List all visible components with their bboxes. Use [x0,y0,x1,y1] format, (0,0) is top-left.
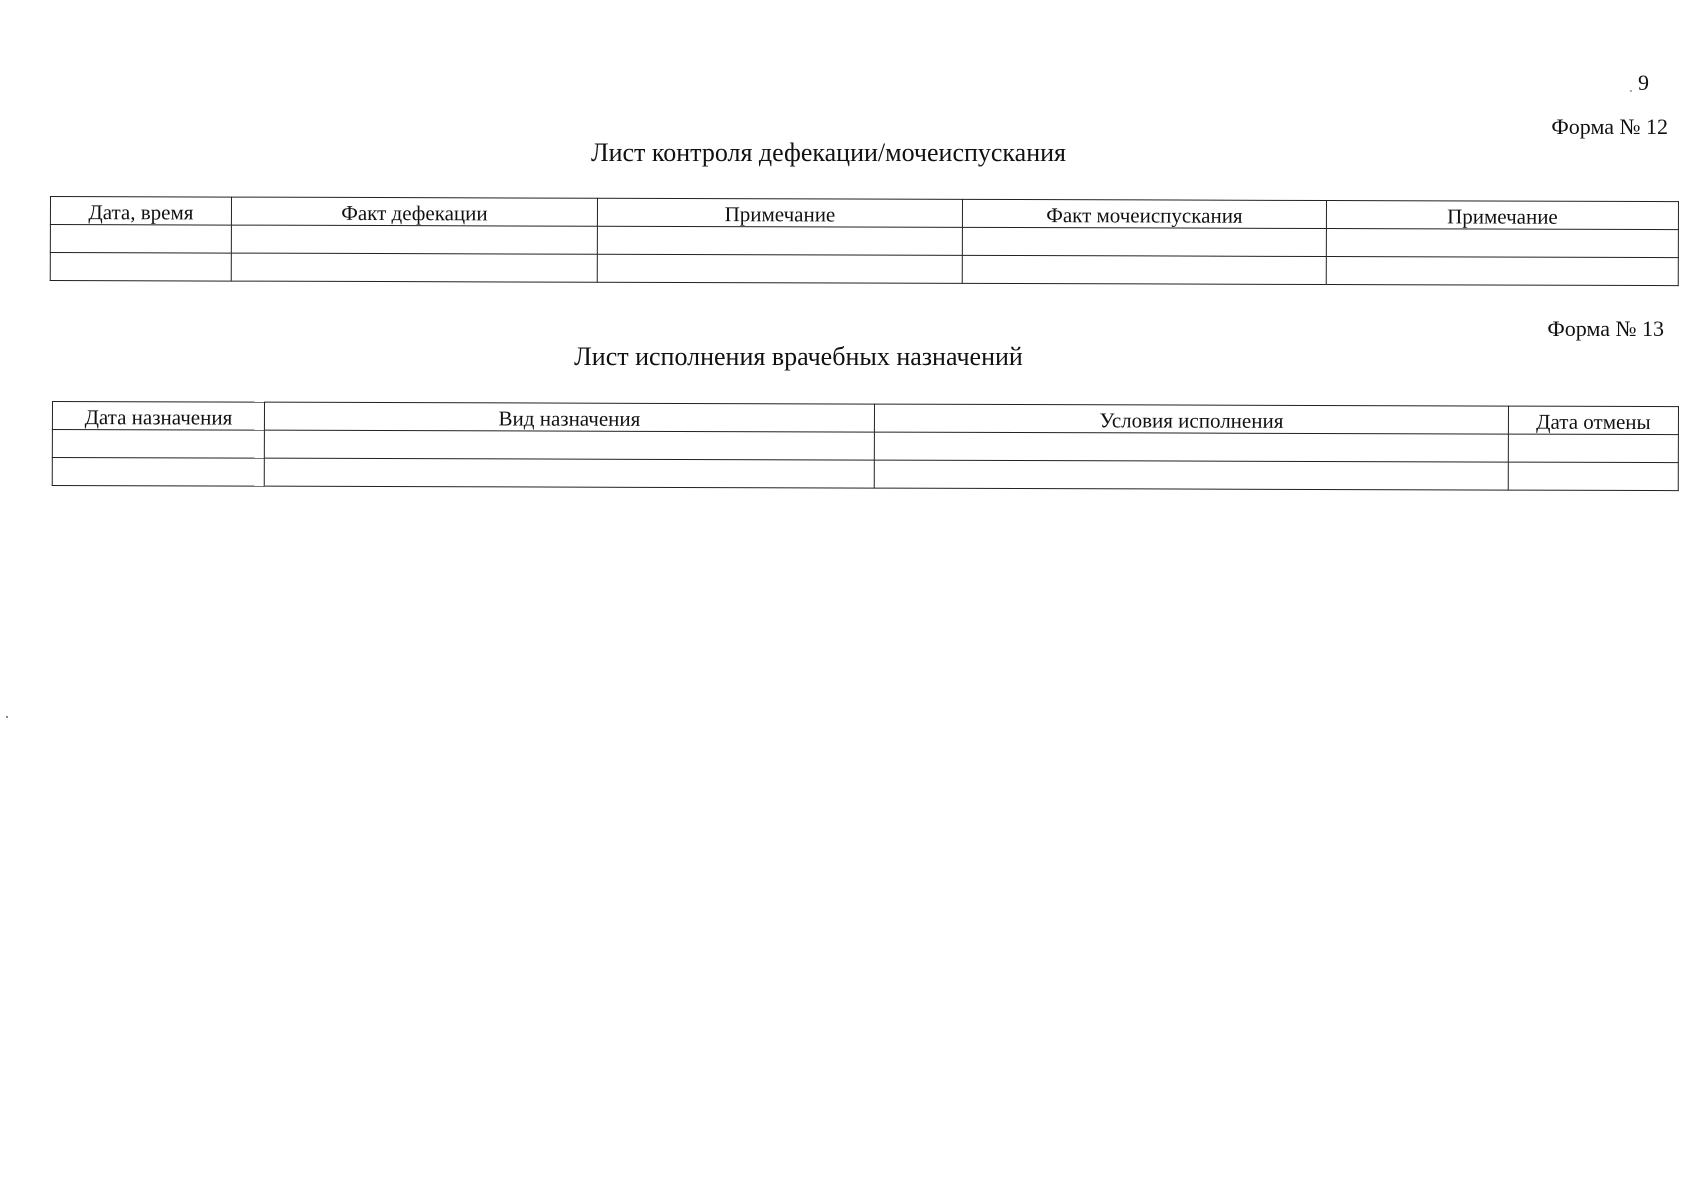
table-cell[interactable] [50,253,231,282]
header-defecation-fact: Факт дефекации [231,197,597,226]
table-cell[interactable] [874,432,1508,462]
form-13-label: Форма № 13 [1547,316,1664,341]
table-cell[interactable] [231,253,597,282]
header-prescription-type: Вид назначения [264,402,874,432]
table-cell[interactable] [50,225,231,254]
table-cell[interactable] [1326,229,1678,258]
header-date-time: Дата, время [50,197,231,226]
header-note: Примечание [597,198,962,227]
header-execution-conditions: Условия исполнения [874,404,1508,434]
table-cell[interactable] [597,254,962,283]
table-row [50,253,1678,286]
header-cancellation-date: Дата отмены [1508,406,1678,435]
form-12-title: Лист контроля дефекации/мочеиспускания [590,138,1067,167]
table-row [52,458,1678,491]
prescriptions-execution-table [52,401,1679,491]
header-prescription-date: Дата назначения [52,402,264,431]
scan-speck [6,716,8,718]
table-cell[interactable] [52,458,264,487]
table-cell[interactable] [52,430,264,459]
form-12-label: Форма № 12 [1551,114,1668,139]
table-cell[interactable] [231,225,597,254]
header-note: Примечание [1326,201,1678,230]
table-cell[interactable] [264,430,874,460]
table-cell[interactable] [1508,434,1678,463]
table-cell[interactable] [962,255,1326,284]
table-cell[interactable] [1326,257,1678,286]
table-cell[interactable] [874,460,1508,490]
defecation-control-table [50,196,1679,286]
table-cell[interactable] [962,227,1326,256]
form-13-title: Лист исполнения врачебных назначений [574,342,1023,371]
table-cell[interactable] [1508,462,1678,491]
table-cell[interactable] [597,226,962,255]
page-number: 9 [1638,70,1649,95]
table-cell[interactable] [264,458,874,488]
scan-speck [1630,90,1632,92]
header-urination-fact: Факт мочеиспускания [962,199,1326,228]
